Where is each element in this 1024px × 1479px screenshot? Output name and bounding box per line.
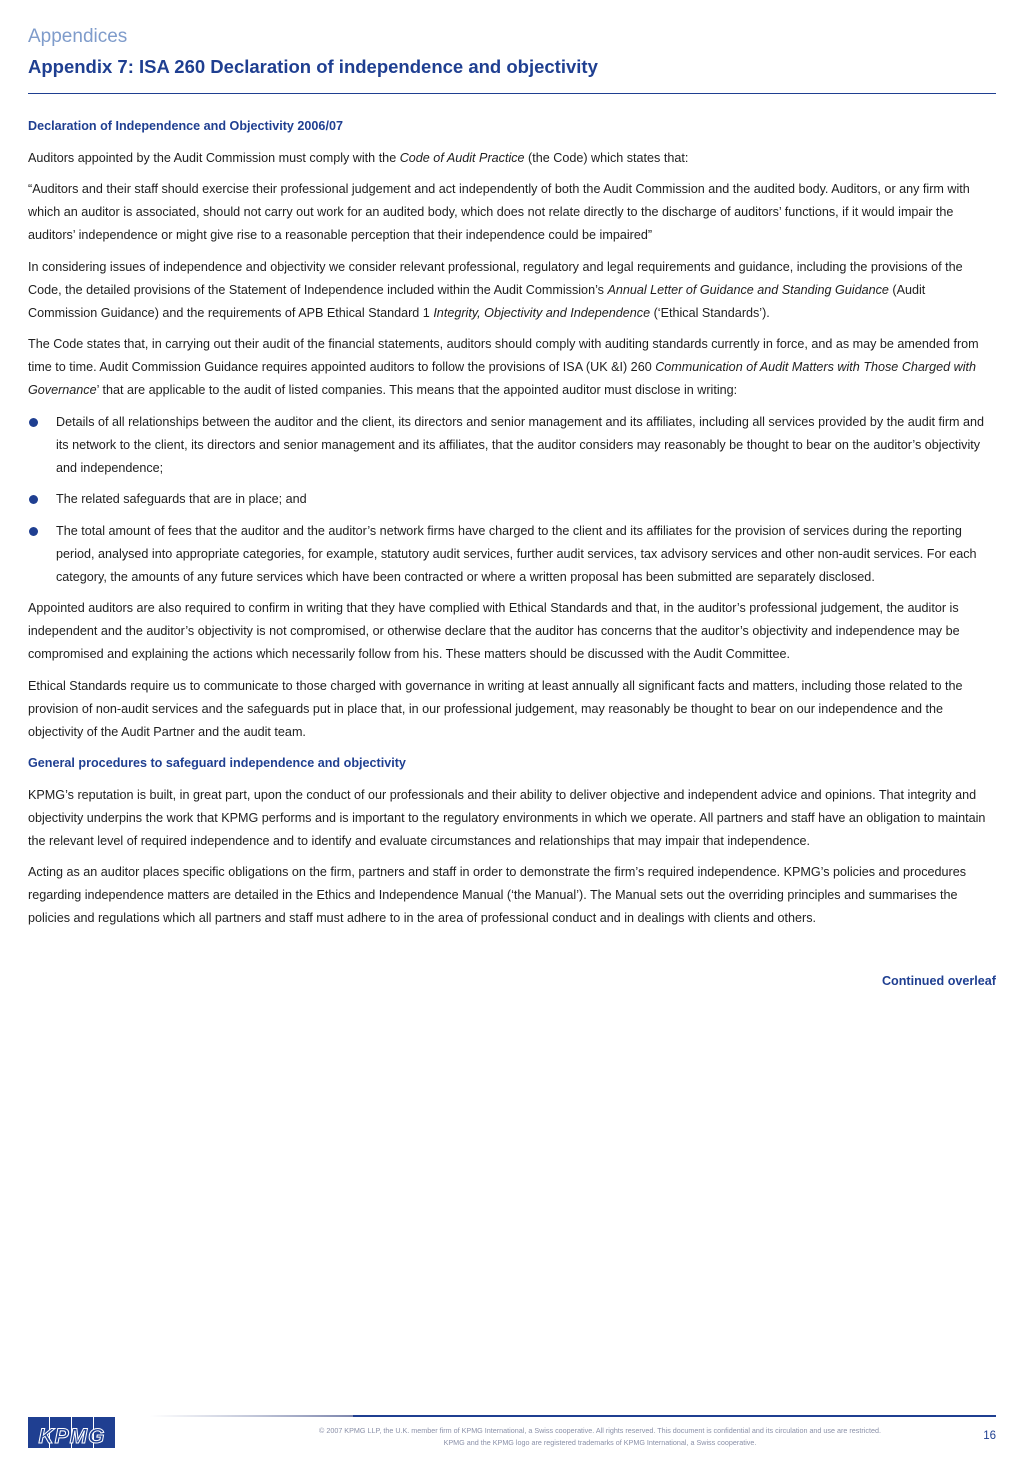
paragraph-ethical-standards: Ethical Standards require us to communicate to those charged with governance in writing at least annually all significant facts and matters, including those related to the provision of non-audit services and the safeguards put in place that, in our professional judgement, may reasonably be thought to bear on our independence and the objectivity of the Audit Partner and the audit team.	[28, 678, 963, 739]
page-title: Appendix 7: ISA 260 Declaration of independence and objectivity	[28, 56, 598, 77]
kpmg-logo	[28, 1417, 116, 1448]
disclosure-list	[28, 411, 996, 589]
continued-overleaf: Continued overleaf	[881, 974, 996, 988]
paragraph-confirm-writing: Appointed auditors are also required to confirm in writing that they have complied with Ethical Standards and that, in the auditor’s professional judgement, the auditor is independent and the auditor’s objectivity is not compromised, or otherwise declare that the auditor has concerns that the auditor’s objectivity and independence may be compromised and explaining the actions which necessarily follow from his. These matters should be discussed with the Audit Committee.	[28, 601, 960, 661]
italic-run: Annual Letter of Guidance and Standing Guidance	[607, 282, 889, 297]
italic-run: Communication of Audit Matters with Those Charged with Governance	[28, 360, 977, 397]
text-run: (‘Ethical Standards’).	[650, 305, 770, 320]
page-number: 16	[983, 1430, 996, 1442]
text-run: (the Code) which states that:	[524, 150, 689, 165]
list-item: The related safeguards that are in place; and	[28, 488, 996, 511]
paragraph-code-states	[28, 333, 996, 402]
text-run: (Audit Commission Guidance) and the requirements of APB Ethical Standard 1	[28, 282, 926, 320]
general-procedures-heading: General procedures to safeguard independence and objectivity	[28, 756, 406, 770]
paragraph-code-quote: “Auditors and their staff should exercise their professional judgement and act independently of both the Audit Commission and the audited body. Auditors, or any firm with which an auditor is associated, should not carry out work for an audited body, which does not relate directly to the discharge of auditors’ functions, if it would impair the auditors’ independence or might give rise to a reasonable perception that their independence could be impaired”	[28, 182, 970, 242]
declaration-heading: Declaration of Independence and Objectivity 2006/07	[28, 119, 343, 133]
text-run: ’ that are applicable to the audit of listed companies. This means that the appointed auditor must disclose in writing:	[96, 383, 738, 397]
paragraph-independence-issues	[28, 256, 996, 325]
logo-wordmark: KPMG	[38, 1425, 106, 1448]
italic-run: Code of Audit Practice	[399, 150, 525, 165]
paragraph-code-intro	[28, 147, 996, 170]
list-item: Details of all relationships between the auditor and the client, its directors and senior management and its affiliates, including all services provided by the audit firm and its network to the client, its directors and senior management and its affiliates, that the auditor considers may reasonably be thought to bear on the auditor’s objectivity and independence;	[28, 411, 996, 480]
list-item: The total amount of fees that the auditor and the auditor’s network firms have charged to the client and its affiliates for the provision of services during the reporting period, analysed into appropriate categories, for example, statutory audit services, further audit services, tax advisory services and other non-audit services. For each category, the amounts of any future services which have been contracted or where a written proposal has been submitted are separately disclosed.	[28, 520, 996, 589]
section-label: Appendices	[28, 26, 128, 47]
text-run: In considering issues of independence and objectivity we consider relevant professional, regulatory and legal requirements and guidance, including the provisions of the Code, the detailed provisions of the Statement of Independence included within the Audit Commission’s	[28, 259, 963, 297]
page-header	[28, 24, 996, 80]
trademark-line: KPMG and the KPMG logo are registered trademarks of KPMG International, a Swiss cooperative.	[443, 1438, 757, 1447]
italic-run: Integrity, Objectivity and Independence	[433, 305, 651, 320]
copyright-line: © 2007 KPMG LLP, the U.K. member firm of KPMG International, a Swiss cooperative. All rights reserved. This document is confidential and its circulation and use are restricted.	[319, 1426, 881, 1435]
footer-divider	[150, 1415, 996, 1417]
text-run: Auditors appointed by the Audit Commission must comply with the	[28, 150, 400, 165]
title-divider	[28, 93, 996, 94]
text-run: The Code states that, in carrying out their audit of the financial statements, auditors should comply with auditing standards currently in force, and as may be amended from time to time. Audit Commission Guidance requires appointed auditors to follow the provisions of ISA (UK &I) 260	[28, 337, 979, 374]
document-body	[28, 115, 996, 993]
paragraph-kpmg-reputation: KPMG’s reputation is built, in great part, upon the conduct of our professionals and their ability to deliver objective and independent advice and opinions. That integrity and objectivity underpins the work that KPMG performs and is important to the regulatory environments in which we operate. All partners and staff have an obligation to maintain the relevant level of required independence and to identify and evaluate circumstances and relationships that may impair that independence.	[28, 787, 986, 848]
copyright-notice	[280, 1425, 920, 1449]
paragraph-acting-as-auditor: Acting as an auditor places specific obligations on the firm, partners and staff in order to demonstrate the firm’s required independence. KPMG’s policies and procedures regarding independence matters are detailed in the Ethics and Independence Manual (‘the Manual’). The Manual sets out the overriding principles and summarises the policies and regulations which all partners and staff must adhere to in the area of professional conduct and in dealings with clients and others.	[28, 865, 967, 925]
